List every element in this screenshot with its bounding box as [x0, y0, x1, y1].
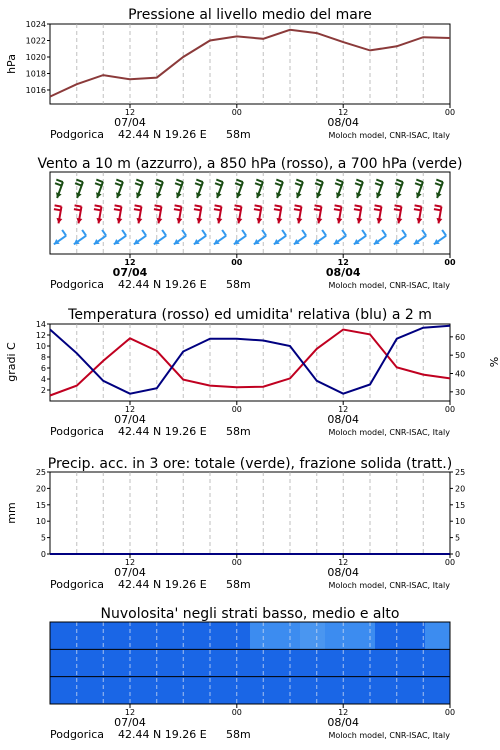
- wind-barb-850-flag: [415, 205, 422, 206]
- wind-date-label: 07/04: [112, 266, 148, 279]
- pressure-time-tick-label: 12: [124, 108, 136, 117]
- temperature-elevation: 58m: [226, 425, 251, 438]
- wind-barb-850-flag: [194, 209, 201, 210]
- precipitation-time-tick-label: 00: [231, 558, 242, 567]
- wind-barb-10m-flag: [322, 230, 326, 236]
- wind-barb-850-flag: [254, 209, 261, 210]
- precipitation-time-tick-label: 00: [444, 558, 456, 567]
- cloud-cell: [325, 677, 351, 704]
- humidity-ytick-right-label: 50: [455, 351, 466, 361]
- pressure-ytick-label: 1022: [25, 36, 46, 46]
- cloud-cell: [125, 649, 151, 676]
- wind-barb-700-flag: [416, 180, 423, 182]
- temperature-time-tick-label: 00: [444, 405, 456, 414]
- cloud-cell: [275, 677, 301, 704]
- precipitation-date-label: 07/04: [114, 566, 146, 579]
- precipitation-ytick-right-label: 0: [455, 550, 461, 559]
- cloud-cell: [225, 622, 251, 649]
- cloud-coords: 42.44 N 19.26 E: [118, 728, 207, 741]
- cloud-cell: [350, 677, 376, 704]
- wind-barb-700-flag: [195, 183, 202, 185]
- wind-barb-10m-flag: [142, 230, 146, 236]
- cloud-date-label: 08/04: [327, 716, 360, 729]
- precipitation-location: Podgorica: [50, 578, 105, 591]
- wind-time-tick-label: 00: [231, 258, 243, 267]
- wind-barb-700-flag: [415, 183, 422, 185]
- cloud-time-tick-label: 00: [231, 708, 242, 717]
- wind-panel: [37, 156, 462, 291]
- wind-barb-700-flag: [215, 183, 222, 185]
- wind-location: Podgorica: [50, 278, 105, 291]
- temperature-ytick-label: 14: [35, 320, 46, 329]
- pressure-ytick-label: 1024: [25, 20, 46, 29]
- wind-barb-700-flag: [76, 180, 83, 182]
- cloud-cell: [175, 649, 201, 676]
- temperature-date-label: 08/04: [327, 413, 360, 426]
- wind-barb-850-flag: [75, 205, 82, 206]
- wind-barb-700-flag: [256, 180, 263, 182]
- wind-barb-850-flag: [394, 209, 401, 210]
- wind-barb-10m-flag: [162, 230, 166, 236]
- precipitation-ytick-right-label: 25: [455, 468, 466, 477]
- temperature-location: Podgorica: [50, 425, 105, 438]
- temperature-ytick-label: 10: [35, 342, 46, 351]
- wind-barb-10m-flag: [82, 230, 86, 236]
- wind-barb-850-flag: [435, 205, 442, 206]
- wind-barb-700-flag: [335, 183, 342, 185]
- pressure-time-tick-label: 00: [231, 108, 242, 117]
- wind-model: Moloch model, CNR-ISAC, Italy: [328, 281, 450, 290]
- wind-barb-10m-flag: [342, 230, 346, 236]
- wind-barb-850-flag: [395, 205, 402, 206]
- wind-barb-700-flag: [396, 180, 403, 182]
- pressure-ytick-label: 1018: [25, 69, 46, 79]
- temperature-ytick-label: 2: [40, 386, 46, 395]
- cloud-cell: [175, 622, 201, 649]
- wind-barb-700-flag: [175, 183, 182, 185]
- wind-barb-10m-flag: [442, 230, 446, 236]
- wind-time-tick-label: 00: [444, 258, 456, 267]
- pressure-ytick-label: 1020: [25, 52, 46, 62]
- wind-barb-850-flag: [434, 209, 441, 210]
- humidity-ytick-right-label: 60: [455, 332, 466, 342]
- cloud-time-tick-label: 00: [444, 708, 456, 717]
- wind-barb-700-flag: [75, 183, 82, 185]
- cloud-cell: [425, 622, 451, 649]
- precipitation-ytick-label: 15: [35, 500, 46, 510]
- humidity-ytick-right-label: 40: [455, 369, 466, 379]
- cloud-cell: [400, 649, 426, 676]
- cloud-cell: [75, 622, 101, 649]
- wind-barb-10m-flag: [242, 230, 246, 236]
- cloud-cell: [75, 677, 101, 704]
- wind-barb-700-flag: [156, 180, 163, 182]
- cloud-cell: [100, 649, 126, 676]
- precipitation-ytick-label: 25: [35, 468, 46, 477]
- precipitation-ytick-right-label: 5: [455, 533, 461, 543]
- cloud-cell: [300, 622, 326, 649]
- wind-barb-850-flag: [295, 205, 302, 206]
- wind-barb-850-flag: [294, 209, 301, 210]
- precipitation-ytick-label: 5: [40, 533, 46, 543]
- wind-barb-850-flag: [414, 209, 421, 210]
- cloud-cell: [350, 622, 376, 649]
- cloud-cell: [250, 622, 276, 649]
- cloud-cell: [250, 649, 276, 676]
- wind-barb-10m-flag: [382, 230, 386, 236]
- temperature-ytick-label: 6: [40, 364, 46, 373]
- precipitation-ytick-right-label: 20: [455, 484, 466, 494]
- wind-elevation: 58m: [226, 278, 251, 291]
- cloud-cell: [400, 677, 426, 704]
- pressure-time-tick-label: 00: [444, 108, 456, 117]
- temperature-title: Temperatura (rosso) ed umidita' relativa (blu) a 2 m: [68, 307, 432, 323]
- cloud-title: Nuvolosita' negli strati basso, medio e alto: [100, 606, 400, 622]
- wind-barb-850-flag: [354, 209, 361, 210]
- temperature-ylabel: gradi C: [5, 342, 18, 382]
- wind-barb-850-flag: [314, 209, 321, 210]
- wind-barb-850-flag: [155, 205, 162, 206]
- wind-barb-700-flag: [196, 180, 203, 182]
- wind-barb-850-flag: [94, 209, 101, 210]
- wind-barb-700-flag: [95, 183, 102, 185]
- cloud-cell: [300, 677, 326, 704]
- cloud-cell: [100, 677, 126, 704]
- wind-barb-850-flag: [154, 209, 161, 210]
- pressure-date-label: 07/04: [114, 116, 146, 129]
- precipitation-panel: [5, 456, 465, 591]
- wind-barb-700-flag: [255, 183, 262, 185]
- wind-barb-700-flag: [296, 180, 303, 182]
- wind-barb-10m-flag: [122, 230, 126, 236]
- wind-barb-700-flag: [136, 180, 143, 182]
- wind-barb-850-flag: [274, 209, 281, 210]
- wind-barb-850-flag: [174, 209, 181, 210]
- precipitation-ytick-label: 20: [35, 484, 46, 494]
- pressure-date-label: 08/04: [327, 116, 360, 129]
- temperature-date-label: 07/04: [114, 413, 146, 426]
- cloud-cell: [200, 677, 226, 704]
- wind-barb-700-flag: [236, 180, 243, 182]
- wind-barb-10m-flag: [282, 230, 286, 236]
- wind-barb-850-flag: [115, 205, 122, 206]
- pressure-title: Pressione al livello medio del mare: [128, 7, 372, 23]
- cloud-panel: [50, 606, 455, 741]
- wind-barb-10m-flag: [202, 230, 206, 236]
- cloud-cell: [325, 649, 351, 676]
- wind-barb-10m-flag: [102, 230, 106, 236]
- wind-barb-700-flag: [436, 180, 443, 182]
- wind-barb-10m-flag: [362, 230, 366, 236]
- cloud-cell: [50, 622, 76, 649]
- cloud-model: Moloch model, CNR-ISAC, Italy: [328, 731, 450, 740]
- precipitation-ytick-right-label: 10: [455, 517, 466, 527]
- cloud-cell: [125, 677, 151, 704]
- pressure-ytick-label: 1016: [25, 85, 46, 95]
- cloud-cell: [400, 622, 426, 649]
- wind-barb-700-flag: [135, 183, 142, 185]
- cloud-cell: [225, 677, 251, 704]
- wind-barb-700-flag: [355, 183, 362, 185]
- wind-time-tick-label: 12: [337, 258, 349, 267]
- wind-barb-850-flag: [375, 205, 382, 206]
- wind-barb-850-flag: [195, 205, 202, 206]
- wind-barb-700-flag: [276, 180, 283, 182]
- wind-barb-700-flag: [376, 180, 383, 182]
- wind-barb-700-flag: [316, 180, 323, 182]
- pressure-time-tick-label: 12: [338, 108, 349, 117]
- wind-barb-700-flag: [235, 183, 242, 185]
- cloud-date-label: 07/04: [114, 716, 146, 729]
- wind-barb-10m-flag: [182, 230, 186, 236]
- cloud-time-tick-label: 12: [124, 708, 136, 717]
- cloud-cell: [425, 649, 451, 676]
- wind-barb-700-flag: [155, 183, 162, 185]
- temperature-time-tick-label: 00: [231, 405, 242, 414]
- temperature-time-tick-label: 12: [338, 405, 349, 414]
- wind-barb-850-flag: [235, 205, 242, 206]
- pressure-coords: 42.44 N 19.26 E: [118, 128, 207, 141]
- wind-barb-700-flag: [275, 183, 282, 185]
- cloud-cell: [275, 649, 301, 676]
- precipitation-ytick-label: 0: [40, 550, 46, 559]
- pressure-ylabel: hPa: [5, 54, 18, 74]
- wind-barb-850-flag: [374, 209, 381, 210]
- wind-barb-700-flag: [55, 183, 62, 185]
- wind-barb-10m-flag: [302, 230, 306, 236]
- precipitation-coords: 42.44 N 19.26 E: [118, 578, 207, 591]
- wind-barb-850-flag: [355, 205, 362, 206]
- cloud-cell: [200, 649, 226, 676]
- wind-barb-850-flag: [114, 209, 121, 210]
- wind-barb-700-flag: [115, 183, 122, 185]
- cloud-cell: [50, 649, 76, 676]
- temperature-coords: 42.44 N 19.26 E: [118, 425, 207, 438]
- wind-barb-850-flag: [175, 205, 182, 206]
- wind-barb-700-flag: [435, 183, 442, 185]
- wind-barb-700-flag: [176, 180, 183, 182]
- precipitation-title: Precip. acc. in 3 ore: totale (verde), frazione solida (tratt.): [47, 456, 453, 472]
- wind-barb-850-flag: [74, 209, 81, 210]
- wind-barb-850-flag: [335, 205, 342, 206]
- wind-barb-700-flag: [295, 183, 302, 185]
- wind-barb-700-flag: [56, 180, 63, 182]
- wind-barb-850-flag: [214, 209, 221, 210]
- cloud-elevation: 58m: [226, 728, 251, 741]
- pressure-panel: [5, 7, 455, 141]
- temperature-panel: [5, 307, 500, 438]
- cloud-cell: [125, 622, 151, 649]
- precipitation-ytick-right-label: 15: [455, 500, 466, 510]
- wind-barb-850-flag: [315, 205, 322, 206]
- temperature-frame: [50, 324, 450, 401]
- wind-barb-850-flag: [255, 205, 262, 206]
- wind-barb-700-flag: [336, 180, 343, 182]
- temperature-time-tick-label: 12: [124, 405, 136, 414]
- precipitation-model: Moloch model, CNR-ISAC, Italy: [328, 581, 450, 590]
- wind-barb-700-flag: [395, 183, 402, 185]
- wind-title: Vento a 10 m (azzurro), a 850 hPa (rosso), a 700 hPa (verde): [37, 156, 463, 172]
- wind-coords: 42.44 N 19.26 E: [118, 278, 207, 291]
- wind-barb-700-flag: [96, 180, 103, 182]
- pressure-line: [50, 30, 450, 97]
- precipitation-elevation: 58m: [226, 578, 251, 591]
- cloud-cell: [300, 649, 326, 676]
- wind-barb-700-flag: [356, 180, 363, 182]
- wind-barb-700-flag: [315, 183, 322, 185]
- cloud-cell: [150, 677, 176, 704]
- cloud-cell: [350, 649, 376, 676]
- wind-barb-850-flag: [55, 205, 62, 206]
- cloud-cell: [50, 677, 76, 704]
- precipitation-frame: [50, 472, 450, 554]
- cloud-cell: [175, 677, 201, 704]
- cloud-cell: [150, 649, 176, 676]
- precipitation-ylabel: mm: [5, 502, 18, 524]
- pressure-location: Podgorica: [50, 128, 105, 141]
- wind-barb-850-flag: [215, 205, 222, 206]
- cloud-cell: [75, 649, 101, 676]
- precipitation-date-label: 08/04: [327, 566, 360, 579]
- humidity-ytick-right-label: 30: [455, 387, 466, 397]
- temperature-ytick-label: 4: [40, 375, 46, 384]
- cloud-cell: [425, 677, 451, 704]
- pressure-frame: [50, 24, 450, 104]
- precipitation-time-tick-label: 12: [338, 558, 349, 567]
- cloud-cell: [200, 622, 226, 649]
- wind-barb-850-flag: [234, 209, 241, 210]
- humidity-ylabel: %: [487, 356, 500, 368]
- cloud-location: Podgorica: [50, 728, 105, 741]
- cloud-cell: [275, 622, 301, 649]
- wind-barb-850-flag: [275, 205, 282, 206]
- wind-barb-850-flag: [134, 209, 141, 210]
- wind-barb-10m-flag: [62, 230, 66, 236]
- wind-barb-850-flag: [95, 205, 102, 206]
- cloud-cell: [250, 677, 276, 704]
- wind-barb-850-flag: [54, 209, 61, 210]
- wind-date-label: 08/04: [325, 266, 361, 279]
- wind-barb-700-flag: [116, 180, 123, 182]
- precipitation-time-tick-label: 12: [124, 558, 136, 567]
- wind-barb-850-flag: [334, 209, 341, 210]
- cloud-time-tick-label: 12: [338, 708, 349, 717]
- wind-barb-10m-flag: [262, 230, 266, 236]
- cloud-cell: [150, 622, 176, 649]
- cloud-cell: [100, 622, 126, 649]
- temperature-ytick-label: 8: [40, 353, 46, 362]
- cloud-cell: [325, 622, 351, 649]
- wind-frame: [50, 172, 450, 254]
- wind-barb-700-flag: [216, 180, 223, 182]
- pressure-elevation: 58m: [226, 128, 251, 141]
- wind-barb-10m-flag: [402, 230, 406, 236]
- wind-barb-10m-flag: [222, 230, 226, 236]
- wind-barb-850-flag: [135, 205, 142, 206]
- wind-barb-700-flag: [375, 183, 382, 185]
- cloud-cell: [225, 649, 251, 676]
- temperature-model: Moloch model, CNR-ISAC, Italy: [328, 428, 450, 437]
- temperature-ytick-label: 12: [35, 331, 46, 340]
- wind-barb-10m-flag: [422, 230, 426, 236]
- pressure-model: Moloch model, CNR-ISAC, Italy: [328, 131, 450, 140]
- wind-time-tick-label: 12: [124, 258, 136, 267]
- precipitation-ytick-label: 10: [35, 517, 46, 527]
